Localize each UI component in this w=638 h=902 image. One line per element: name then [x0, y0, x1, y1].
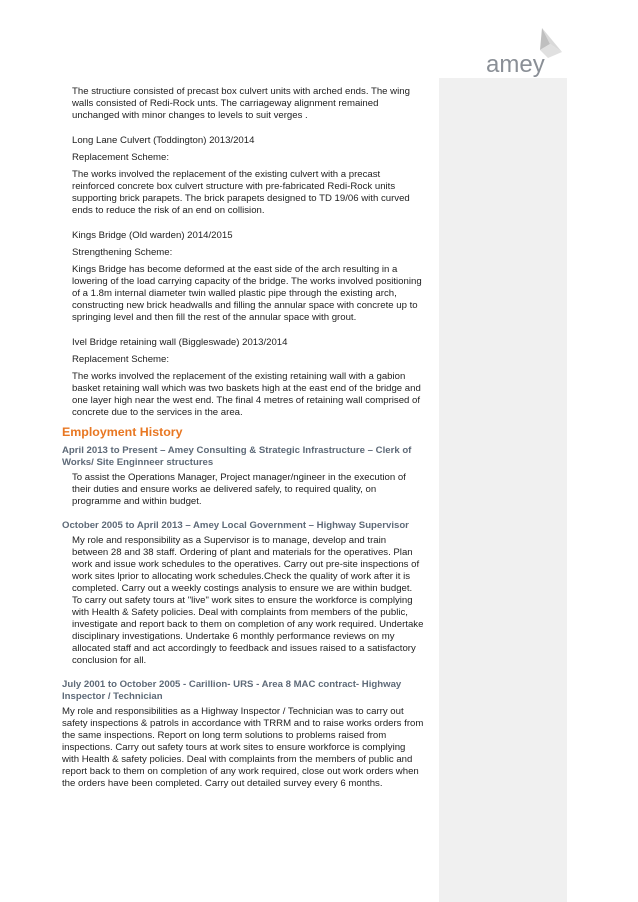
logo-wordmark: amey	[486, 51, 545, 78]
job-description: To assist the Operations Manager, Project manager/ngineer in the execution of their duties and ensure works ae delivered safely, to required quality, on programme and within budget.	[72, 472, 406, 507]
project-continued	[62, 86, 424, 122]
amey-logo-mark	[470, 26, 576, 78]
project-title: Long Lane Culvert (Toddington) 2013/2014	[72, 135, 255, 146]
project-scheme: Strengthening Scheme:	[72, 247, 173, 258]
amey-logo	[470, 26, 576, 78]
employment-history-heading: Employment History	[62, 425, 183, 439]
project-body: The works involved the replacement of the existing culvert with a precast reinforced concrete box culvert structure with pre-fabricated Redi-Rock units supporting brick parapets. The brick parapets designed to TD 19/06 with curved ends to reduce the risk of an end on collision.	[72, 169, 410, 216]
sidebar-panel	[439, 78, 567, 902]
project-scheme: Replacement Scheme:	[72, 354, 170, 365]
job-description: My role and responsibility as a Supervisor is to manage, develop and train between 28 and 38 staff. Ordering of plant and materials for the operatives. Plan work and issue work schedules to the operatives. Carry out pre-site inspections of work sites lprior to allocating work schedules.Check the quality of work after it is completed. Carry out a weekly costings analysis to ensure we are within budget. To carry out safety tours at "live" work sites to ensure the workforce is complying with Health & Safety policies. Deal with complaints from members of the public, investigate and report back to them on completion of any work required. Undertake disciplinary investigations. Undertake 6 monthly performance reviews on my allocated staff and act accordingly to feedback and issues raised to a satisfactory conclusion for all.	[72, 535, 424, 666]
project-kings-bridge	[62, 230, 424, 324]
project-body: The structiure consisted of precast box culvert units with arched ends. The wing walls consisted of Redi-Rock unts. The carriageway alignment remained unchanged with minor changes to levels to suit verges .	[72, 86, 410, 121]
job-entry	[62, 679, 424, 790]
project-body: The works involved the replacement of the existing retaining wall with a gabion basket retaining wall which was two baskets high at the east end of the bridge and one layer high near the west end. The final 4 metres of retaining wall comprised of concrete due to the services in the area.	[72, 371, 421, 418]
project-title: Ivel Bridge retaining wall (Biggleswade) 2013/2014	[72, 337, 288, 348]
project-long-lane	[62, 135, 424, 217]
job-title: April 2013 to Present – Amey Consulting & Strategic Infrastructure – Clerk of Works/ Site Enginneer structures	[62, 445, 412, 468]
project-title: Kings Bridge (Old warden) 2014/2015	[72, 230, 233, 241]
document-body	[62, 86, 424, 790]
job-title: July 2001 to October 2005 - Carillion- URS - Area 8 MAC contract- Highway Inspector / Technician	[62, 679, 402, 702]
job-description: My role and responsibilities as a Highway Inspector / Technician was to carry out safety inspections & patrols in accordance with TRRM and to raise works orders from the same inspections. Report on long term solutions to problems raised from inspections. Carry out safety tours at work sites to ensure workforce is complying with Health & safety policies. Deal with complaints from the members of public and report back to them on completion of any work required, close out work orders when the orders have been completed. Carry out detailed survey every 6 months.	[62, 706, 424, 789]
project-ivel-bridge	[62, 337, 424, 419]
job-entry	[62, 445, 424, 508]
job-entry	[62, 520, 424, 667]
project-body: Kings Bridge has become deformed at the east side of the arch resulting in a lowering of the load carrying capacity of the bridge. The works involved positioning of a 1.8m internal diameter twin walled plastic pipe through the existing arch, constructing new brick headwalls and filling the annular space with concrete up to springing level and then fill the rest of the annular space with grout.	[72, 264, 422, 323]
project-scheme: Replacement Scheme:	[72, 152, 170, 163]
job-title: October 2005 to April 2013 – Amey Local Government – Highway Supervisor	[62, 520, 409, 531]
